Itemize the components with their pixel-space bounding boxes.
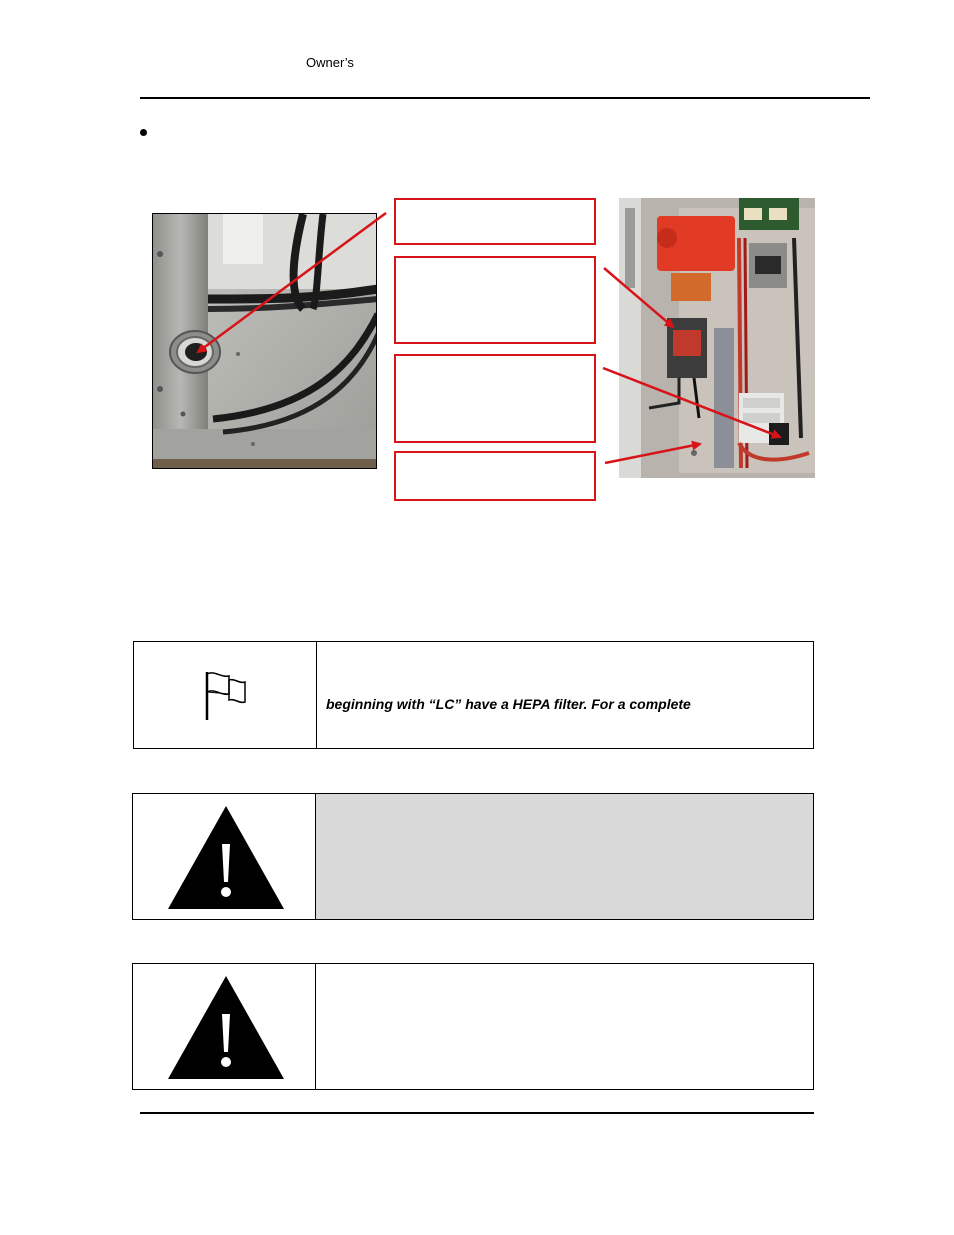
header-rule	[140, 97, 870, 99]
footer-rule	[140, 1112, 814, 1114]
cabinet-grommet-illustration	[153, 214, 377, 469]
electrical-panel-illustration	[619, 198, 815, 478]
callout-box-3	[394, 354, 596, 443]
warning-icon-cell-1	[133, 794, 316, 919]
warning-triangle-icon	[166, 804, 286, 911]
warning-box-2	[132, 963, 814, 1090]
bullet-point	[140, 129, 147, 136]
warning-text-1	[316, 794, 813, 919]
callout-box-4	[394, 451, 596, 501]
electrical-panel-photo	[619, 198, 815, 478]
warning-icon-cell-2	[133, 964, 316, 1089]
flag-icon	[201, 668, 249, 723]
callout-box-2	[394, 256, 596, 344]
note-icon-cell	[134, 642, 317, 748]
cabinet-grommet-photo	[152, 213, 377, 469]
note-text: beginning with “LC” have a HEPA filter. For a complete	[326, 696, 691, 712]
warning-box-1	[132, 793, 814, 920]
callout-box-1	[394, 198, 596, 245]
header-title: Owner’s	[306, 55, 354, 70]
note-box	[133, 641, 814, 749]
warning-triangle-icon	[166, 974, 286, 1081]
